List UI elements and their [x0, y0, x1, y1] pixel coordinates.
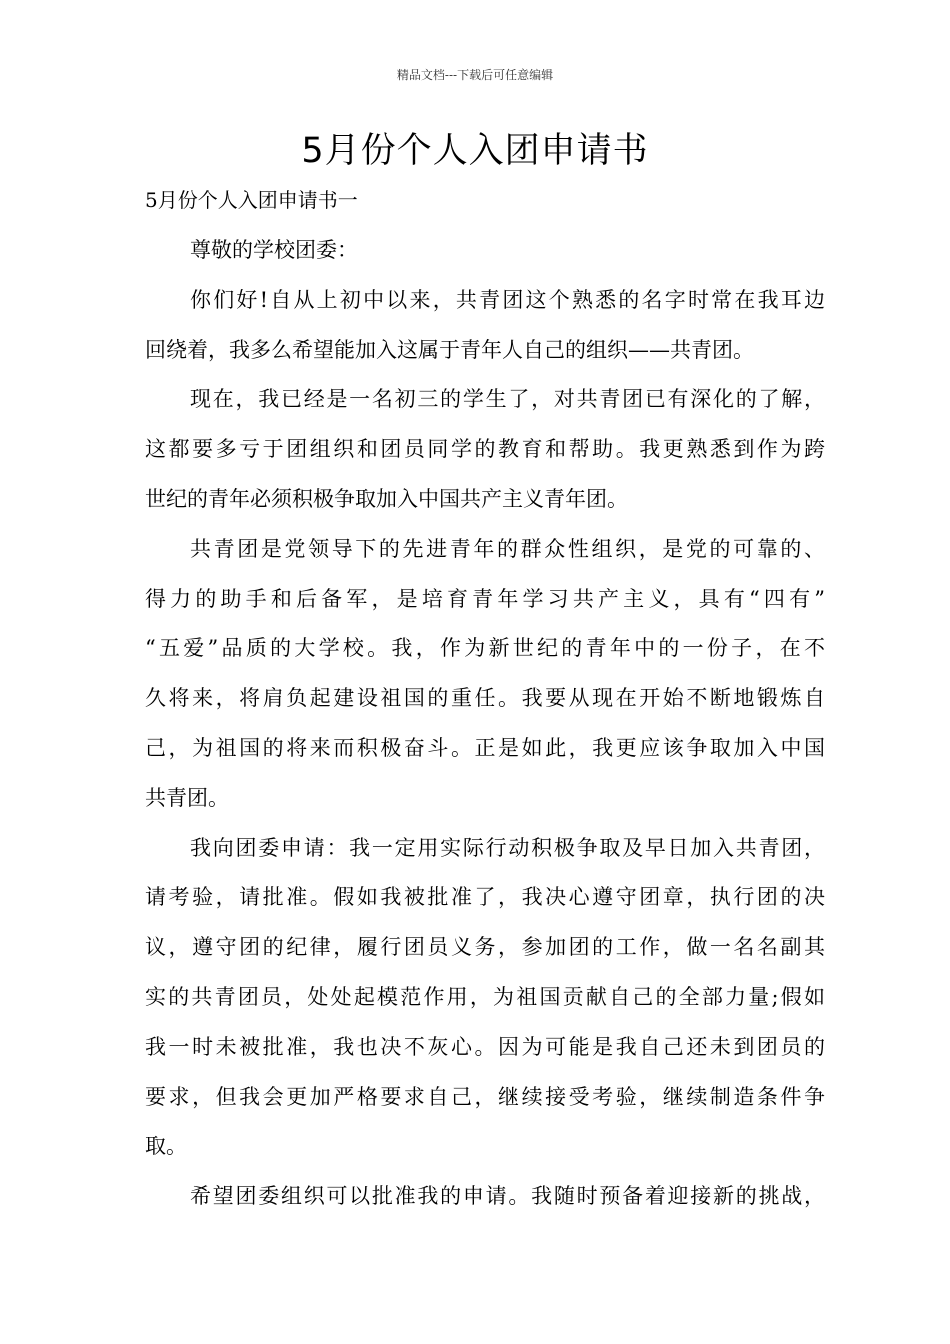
text-line: 现在，我已经是一名初三的学生了，对共青团已有深化的了解， [190, 387, 825, 411]
text-line: 请考验，请批准。假如我被批准了，我决心遵守团章，执行团的决 [145, 885, 825, 909]
text-line: 实的共青团员，处处起模范作用，为祖国贡献自己的全部力量;假如 [145, 985, 825, 1009]
text-line: 我向团委申请：我一定用实际行动积极争取及早日加入共青团， [190, 836, 825, 860]
text-line: 我一时未被批准，我也决不灰心。因为可能是我自己还未到团员的 [145, 1035, 825, 1059]
text-line: 你们好!自从上初中以来，共青团这个熟悉的名字时常在我耳边 [190, 288, 825, 312]
section-title: 5月份个人入团申请书一 [145, 188, 358, 212]
text-line: 要求，但我会更加严格要求自己，继续接受考验，继续制造条件争 [145, 1085, 825, 1109]
text-line: 世纪的青年必须积极争取加入中国共产主义青年团。 [145, 487, 628, 511]
text-line: 议，遵守团的纪律，履行团员义务，参加团的工作，做一名名副其 [145, 935, 825, 959]
text-line: 己，为祖国的将来而积极奋斗。正是如此，我更应该争取加入中国 [145, 736, 825, 760]
text-line: 得力的助手和后备军，是培育青年学习共产主义，具有“四有” [145, 587, 825, 611]
text-line: “五爱”品质的大学校。我，作为新世纪的青年中的一份子，在不 [145, 636, 825, 660]
text-line: 回绕着，我多么希望能加入这属于青年人自己的组织——共青团。 [145, 338, 754, 362]
text-line: 共青团是党领导下的先进青年的群众性组织，是党的可靠的、 [190, 537, 825, 561]
text-line: 取。 [145, 1134, 187, 1158]
header-note: 精品文档---下载后可任意编辑 [396, 68, 554, 82]
text-line: 希望团委组织可以批准我的申请。我随时预备着迎接新的挑战， [190, 1184, 825, 1208]
text-line: 尊敬的学校团委： [190, 238, 358, 262]
document-title: 5月份个人入团申请书 [301, 131, 649, 171]
text-line: 这都要多亏于团组织和团员同学的教育和帮助。我更熟悉到作为跨 [145, 437, 825, 461]
text-line: 久将来，将肩负起建设祖国的重任。我要从现在开始不断地锻炼自 [145, 686, 825, 710]
text-line: 共青团。 [145, 786, 229, 810]
